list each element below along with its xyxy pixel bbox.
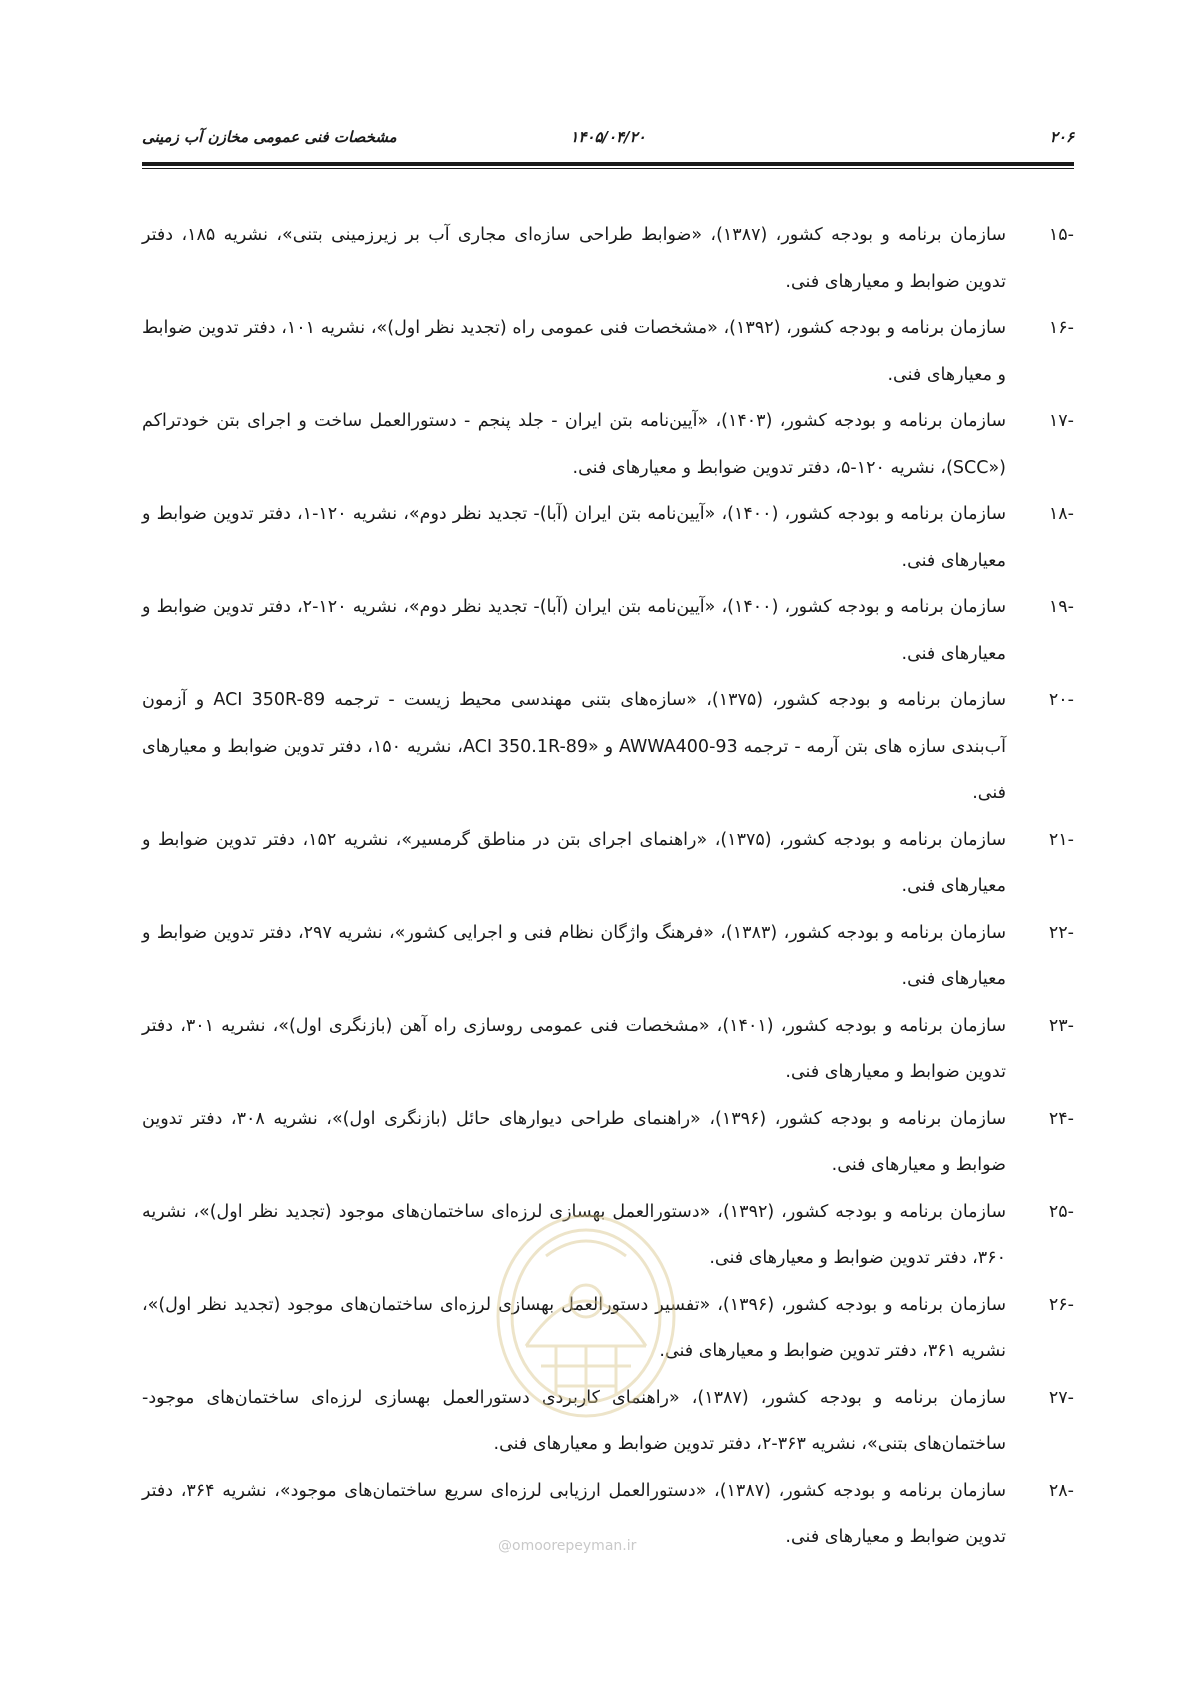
reference-item xyxy=(142,1096,1074,1189)
reference-number: -۲۷ xyxy=(1048,1387,1074,1408)
reference-text: سازمان برنامه و بودجه کشور، (۱۳۹۶)، «تفسیر دستورالعمل بهسازی لرزه‌ای ساختمان‌های موجود (تجدید نظر اول)»، نشریه ۳۶۱، دفتر تدوین ضوابط و معیارهای فنی. xyxy=(142,1294,1006,1361)
reference-number: -۱۷ xyxy=(1048,411,1074,431)
reference-number: -۲۸ xyxy=(1048,1480,1074,1501)
reference-text: سازمان برنامه و بودجه کشور، (۱۳۹۲)، «مشخصات فنی عمومی راه (تجدید نظر اول)»، نشریه ۱۰۱، دفتر تدوین ضوابط و معیارهای فنی. xyxy=(142,318,1006,385)
reference-number: -۱۶ xyxy=(1048,318,1074,338)
reference-item xyxy=(142,212,1074,305)
reference-list xyxy=(142,212,1074,1561)
reference-number: -۲۰ xyxy=(1048,690,1074,710)
reference-number: -۲۲ xyxy=(1048,922,1074,943)
reference-item xyxy=(142,1282,1074,1375)
reference-text: سازمان برنامه و بودجه کشور، (۱۳۷۵)، «سازه‌های بتنی مهندسی محیط زیست - ترجمه ACI 350R-89 و آزمون آب‌بندی سازه های بتن آرمه - ترجمه AWWA400-93 و «ACI 350.1R-89، نشریه ۱۵۰، دفتر تدوین ضوابط و معیارهای فنی. xyxy=(142,690,1006,803)
reference-text: سازمان برنامه و بودجه کشور، (۱۳۸۳)، «فرهنگ واژگان نظام فنی و اجرایی کشور»، نشریه ۲۹۷، دفتر تدوین ضوابط و معیارهای فنی. xyxy=(142,922,1006,989)
reference-item xyxy=(142,305,1074,398)
reference-text: سازمان برنامه و بودجه کشور، (۱۴۰۳)، «آیین‌نامه بتن ایران - جلد پنجم - دستورالعمل ساخت و اجرای بتن خودتراکم («SCC)، نشریه ۱۲۰-۵، دفتر تدوین ضوابط و معیارهای فنی. xyxy=(142,411,1006,478)
page-number: ۲۰۶ xyxy=(1049,128,1074,146)
running-title: مشخصات فنی عمومی مخازن آب زمینی xyxy=(142,128,397,146)
reference-item xyxy=(142,817,1074,910)
reference-text: سازمان برنامه و بودجه کشور، (۱۴۰۰)، «آیین‌نامه بتن ایران (آبا)- تجدید نظر دوم»، نشریه ۱۲۰-۲، دفتر تدوین ضوابط و معیارهای فنی. xyxy=(142,597,1006,664)
reference-number: -۲۴ xyxy=(1048,1108,1074,1129)
reference-item xyxy=(142,584,1074,677)
reference-text: سازمان برنامه و بودجه کشور، (۱۳۷۵)، «راهنمای اجرای بتن در مناطق گرمسیر»، نشریه ۱۵۲، دفتر تدوین ضوابط و معیارهای فنی. xyxy=(142,829,1006,896)
header-date: ۱۴۰۵/۰۴/۲۰ xyxy=(570,128,646,146)
reference-item xyxy=(142,910,1074,1003)
reference-item xyxy=(142,677,1074,817)
reference-number: -۱۹ xyxy=(1048,597,1074,617)
reference-number: -۲۵ xyxy=(1048,1201,1074,1222)
reference-text: سازمان برنامه و بودجه کشور، (۱۳۹۲)، «دستورالعمل بهسازی لرزه‌ای ساختمان‌های موجود (تجدید نظر اول)»، نشریه ۳۶۰، دفتر تدوین ضوابط و معیارهای فنی. xyxy=(142,1201,1006,1268)
reference-number: -۱۸ xyxy=(1048,504,1074,524)
reference-number: -۲۱ xyxy=(1048,829,1074,850)
reference-item xyxy=(142,491,1074,584)
reference-text: سازمان برنامه و بودجه کشور، (۱۳۸۷)، «دستورالعمل ارزیابی لرزه‌ای سریع ساختمان‌های موجود»، نشریه ۳۶۴، دفتر تدوین ضوابط و معیارهای فنی. xyxy=(142,1480,1006,1547)
reference-text: سازمان برنامه و بودجه کشور، (۱۳۹۶)، «راهنمای طراحی دیوارهای حائل (بازنگری اول)»، نشریه ۳۰۸، دفتر تدوین ضوابط و معیارهای فنی. xyxy=(142,1108,1006,1175)
reference-number: -۲۶ xyxy=(1048,1294,1074,1315)
reference-text: سازمان برنامه و بودجه کشور، (۱۳۸۷)، «ضوابط طراحی سازه‌ای مجاری آب بر زیرزمینی بتنی»، نشریه ۱۸۵، دفتر تدوین ضوابط و معیارهای فنی. xyxy=(142,225,1006,292)
watermark-site: @omoorepeyman.ir xyxy=(498,1538,637,1554)
reference-text: سازمان برنامه و بودجه کشور، (۱۴۰۰)، «آیین‌نامه بتن ایران (آبا)- تجدید نظر دوم»، نشریه ۱۲۰-۱، دفتر تدوین ضوابط و معیارهای فنی. xyxy=(142,504,1006,571)
reference-number: -۱۵ xyxy=(1048,225,1074,245)
header-rule-thin xyxy=(142,168,1074,169)
reference-number: -۲۳ xyxy=(1048,1015,1074,1036)
reference-item xyxy=(142,398,1074,491)
reference-text: سازمان برنامه و بودجه کشور، (۱۳۸۷)، «راهنمای کاربردی دستورالعمل بهسازی لرزه‌ای ساختمان‌های موجود- ساختمان‌های بتنی»، نشریه ۳۶۳-۲، دفتر تدوین ضوابط و معیارهای فنی. xyxy=(142,1387,1006,1454)
reference-item xyxy=(142,1189,1074,1282)
header-rule-thick xyxy=(142,162,1074,166)
reference-item xyxy=(142,1003,1074,1096)
page-header xyxy=(142,128,1074,152)
reference-text: سازمان برنامه و بودجه کشور، (۱۴۰۱)، «مشخصات فنی عمومی روسازی راه آهن (بازنگری اول)»، نشریه ۳۰۱، دفتر تدوین ضوابط و معیارهای فنی. xyxy=(142,1015,1006,1082)
reference-item xyxy=(142,1375,1074,1468)
